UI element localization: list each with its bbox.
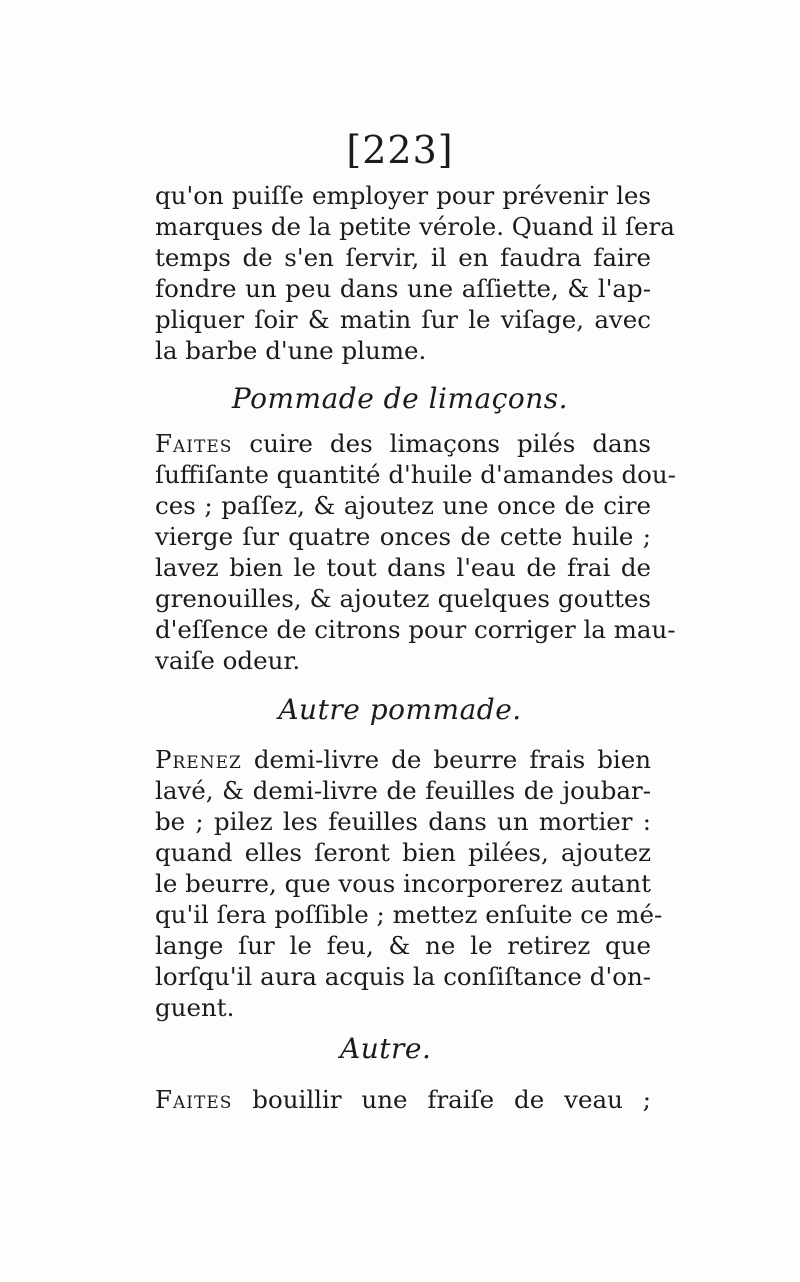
section-heading-pommade-limacons: Pommade de limaçons. [231, 382, 569, 415]
text-line: pliquer ſoir & matin ſur le viſage, avec [155, 305, 651, 334]
text-line: la barbe d'une plume. [155, 336, 427, 365]
text-line: vaiſe odeur. [155, 646, 301, 675]
text-line: fondre un peu dans une aſſiette, & l'ap- [155, 274, 651, 303]
text-line: marques de la petite vérole. Quand il ſera [155, 212, 675, 241]
paragraph-1 [155, 180, 675, 366]
text-line: ces ; paſſez, & ajoutez une once de cire [155, 491, 651, 520]
text-line: vierge ſur quatre onces de cette huile ; [155, 522, 651, 551]
text-line: d'eſſence de citrons pour corriger la mau- [155, 615, 676, 644]
section-heading-autre: Autre. [340, 1032, 432, 1065]
text-line: be ; pilez les feuilles dans un mortier : [155, 807, 651, 836]
lead-word: Faites [155, 1085, 233, 1114]
text-line: ſuffiſante quantité d'huile d'amandes dou- [155, 460, 676, 489]
text-line: le beurre, que vous incorporerez autant [155, 869, 651, 898]
text-line: qu'il ſera poſſible ; mettez enſuite ce mé- [155, 900, 663, 929]
lead-word: Faites [155, 429, 233, 458]
text-line: grenouilles, & ajoutez quelques gouttes [155, 584, 651, 613]
line-rest: demi-livre de beurre frais bien [241, 745, 651, 774]
text-line [155, 428, 651, 459]
text-line: lavez bien le tout dans l'eau de frai de [155, 553, 651, 582]
paragraph-3 [155, 744, 663, 1023]
page-number: [223] [346, 128, 454, 172]
paragraph-2 [155, 428, 676, 676]
text-line [155, 1084, 651, 1115]
lead-word: Prenez [155, 745, 242, 774]
section-heading-autre-pommade: Autre pommade. [278, 693, 522, 726]
text-line: temps de s'en ſervir, il en faudra faire [155, 243, 651, 272]
text-line: guent. [155, 993, 235, 1022]
text-line: qu'on puiſſe employer pour prévenir les [155, 181, 651, 210]
text-line: lorſqu'il aura acquis la conſiſtance d'on- [155, 962, 651, 991]
line-rest: cuire des limaçons pilés dans [232, 429, 651, 458]
paragraph-4 [155, 1084, 651, 1115]
text-line: lange ſur le feu, & ne le retirez que [155, 931, 651, 960]
line-rest: bouillir une fraiſe de veau ; [232, 1085, 651, 1114]
text-line: lavé, & demi-livre de feuilles de joubar- [155, 776, 651, 805]
text-line: quand elles ſeront bien pilées, ajoutez [155, 838, 651, 867]
text-line [155, 744, 651, 775]
